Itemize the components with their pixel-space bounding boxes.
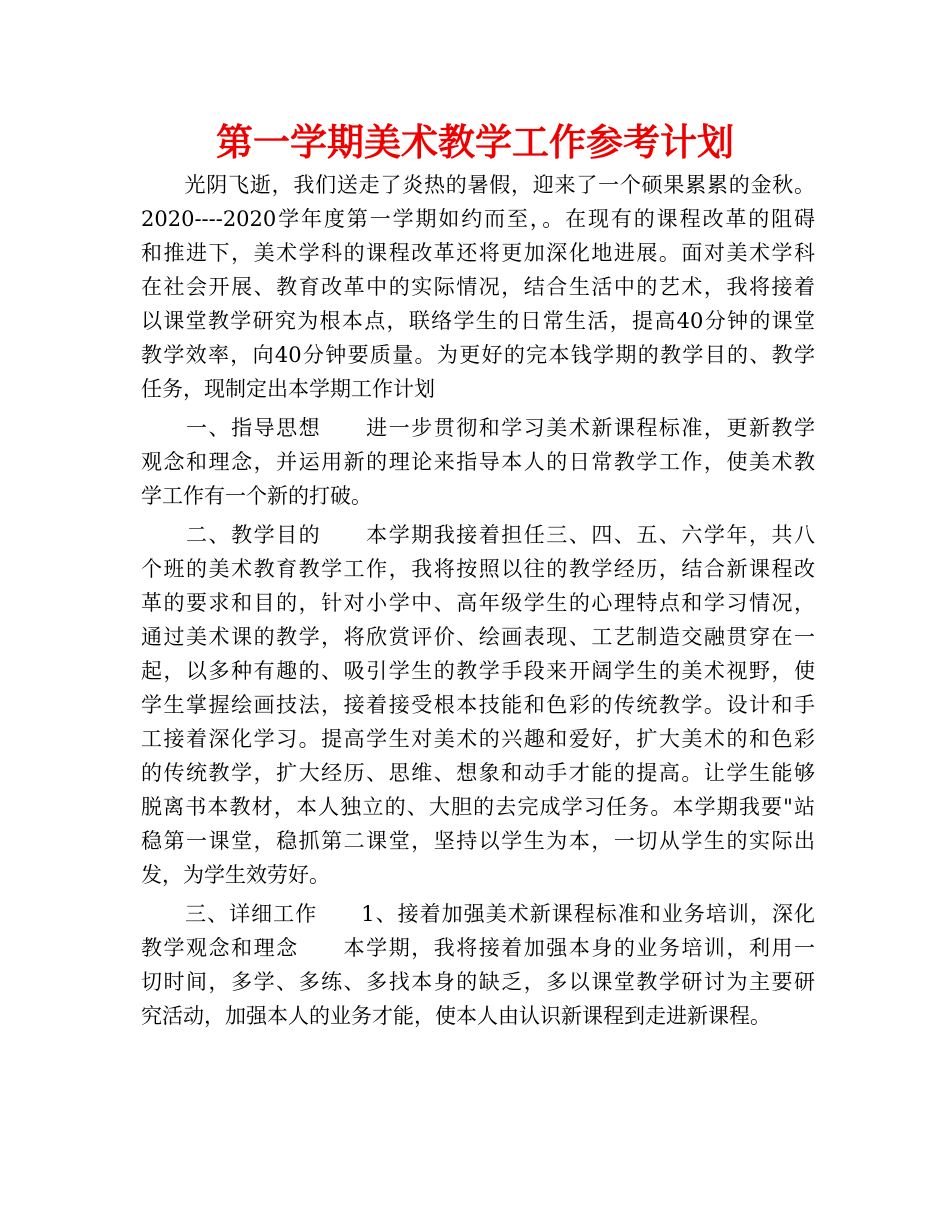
text-line: 在社会开展、教育改革中的实际情况，结合生活中的艺术，我将接着 (141, 275, 815, 299)
paragraph-teaching-goals (141, 518, 815, 892)
text-line: 三、详细工作 1、接着加强美术新课程标准和业务培训，深化 (141, 902, 815, 926)
text-line: 起，以多种有趣的、吸引学生的教学手段来开阔学生的美术视野，使 (141, 659, 815, 683)
text-line: 学工作有一个新的打破。 (141, 484, 372, 508)
text-line: 教学效率，向40分钟要质量。为更好的完本钱学期的教学目的、教学 (141, 343, 815, 367)
document-body (141, 168, 815, 1033)
text-line: 通过美术课的教学，将欣赏评价、绘画表现、工艺制造交融贯穿在一 (141, 625, 815, 649)
paragraph-guiding-ideology (141, 411, 815, 513)
text-line: 的传统教学，扩大经历、思维、想象和动手才能的提高。让学生能够 (141, 761, 815, 785)
text-line: 发，为学生效劳好。 (141, 863, 330, 887)
text-line: 革的要求和目的，针对小学中、高年级学生的心理特点和学习情况， (141, 591, 815, 615)
text-line: 一、指导思想 进一步贯彻和学习美术新课程标准，更新教学 (141, 416, 815, 440)
text-line: 教学观念和理念 本学期，我将接着加强本身的业务培训，利用一 (141, 936, 815, 960)
text-line: 二、教学目的 本学期我接着担任三、四、五、六学年，共八 (141, 523, 815, 547)
paragraph-detailed-work (141, 897, 815, 1033)
text-line: 稳第一课堂，稳抓第二课堂，坚持以学生为本，一切从学生的实际出 (141, 829, 815, 853)
text-line: 个班的美术教育教学工作，我将按照以往的教学经历，结合新课程改 (141, 557, 815, 581)
document-title: 第一学期美术教学工作参考计划 (216, 121, 734, 164)
text-line: 工接着深化学习。提高学生对美术的兴趣和爱好，扩大美术的和色彩 (141, 727, 815, 751)
text-line: 脱离书本教材，本人独立的、大胆的去完成学习任务。本学期我要"站 (141, 795, 815, 819)
text-line: 观念和理念，并运用新的理论来指导本人的日常教学工作，使美术教 (141, 450, 815, 474)
text-line: 究活动，加强本人的业务才能，使本人由认识新课程到走进新课程。 (141, 1004, 771, 1028)
paragraph-intro (141, 168, 815, 406)
text-line: 以课堂教学研究为根本点，联络学生的日常生活，提高40分钟的课堂 (141, 309, 815, 333)
text-line: 2020----2020学年度第一学期如约而至，。在现有的课程改革的阻碍 (141, 207, 815, 231)
text-line: 学生掌握绘画技法，接着接受根本技能和色彩的传统教学。设计和手 (141, 693, 815, 717)
text-line: 切时间，多学、多练、多找本身的缺乏，多以课堂教学研讨为主要研 (141, 970, 815, 994)
text-line: 光阴飞逝，我们送走了炎热的暑假，迎来了一个硕果累累的金秋。 (141, 173, 815, 197)
text-line: 和推进下，美术学科的课程改革还将更加深化地进展。面对美术学科 (141, 241, 815, 265)
text-line: 任务，现制定出本学期工作计划 (141, 377, 435, 401)
